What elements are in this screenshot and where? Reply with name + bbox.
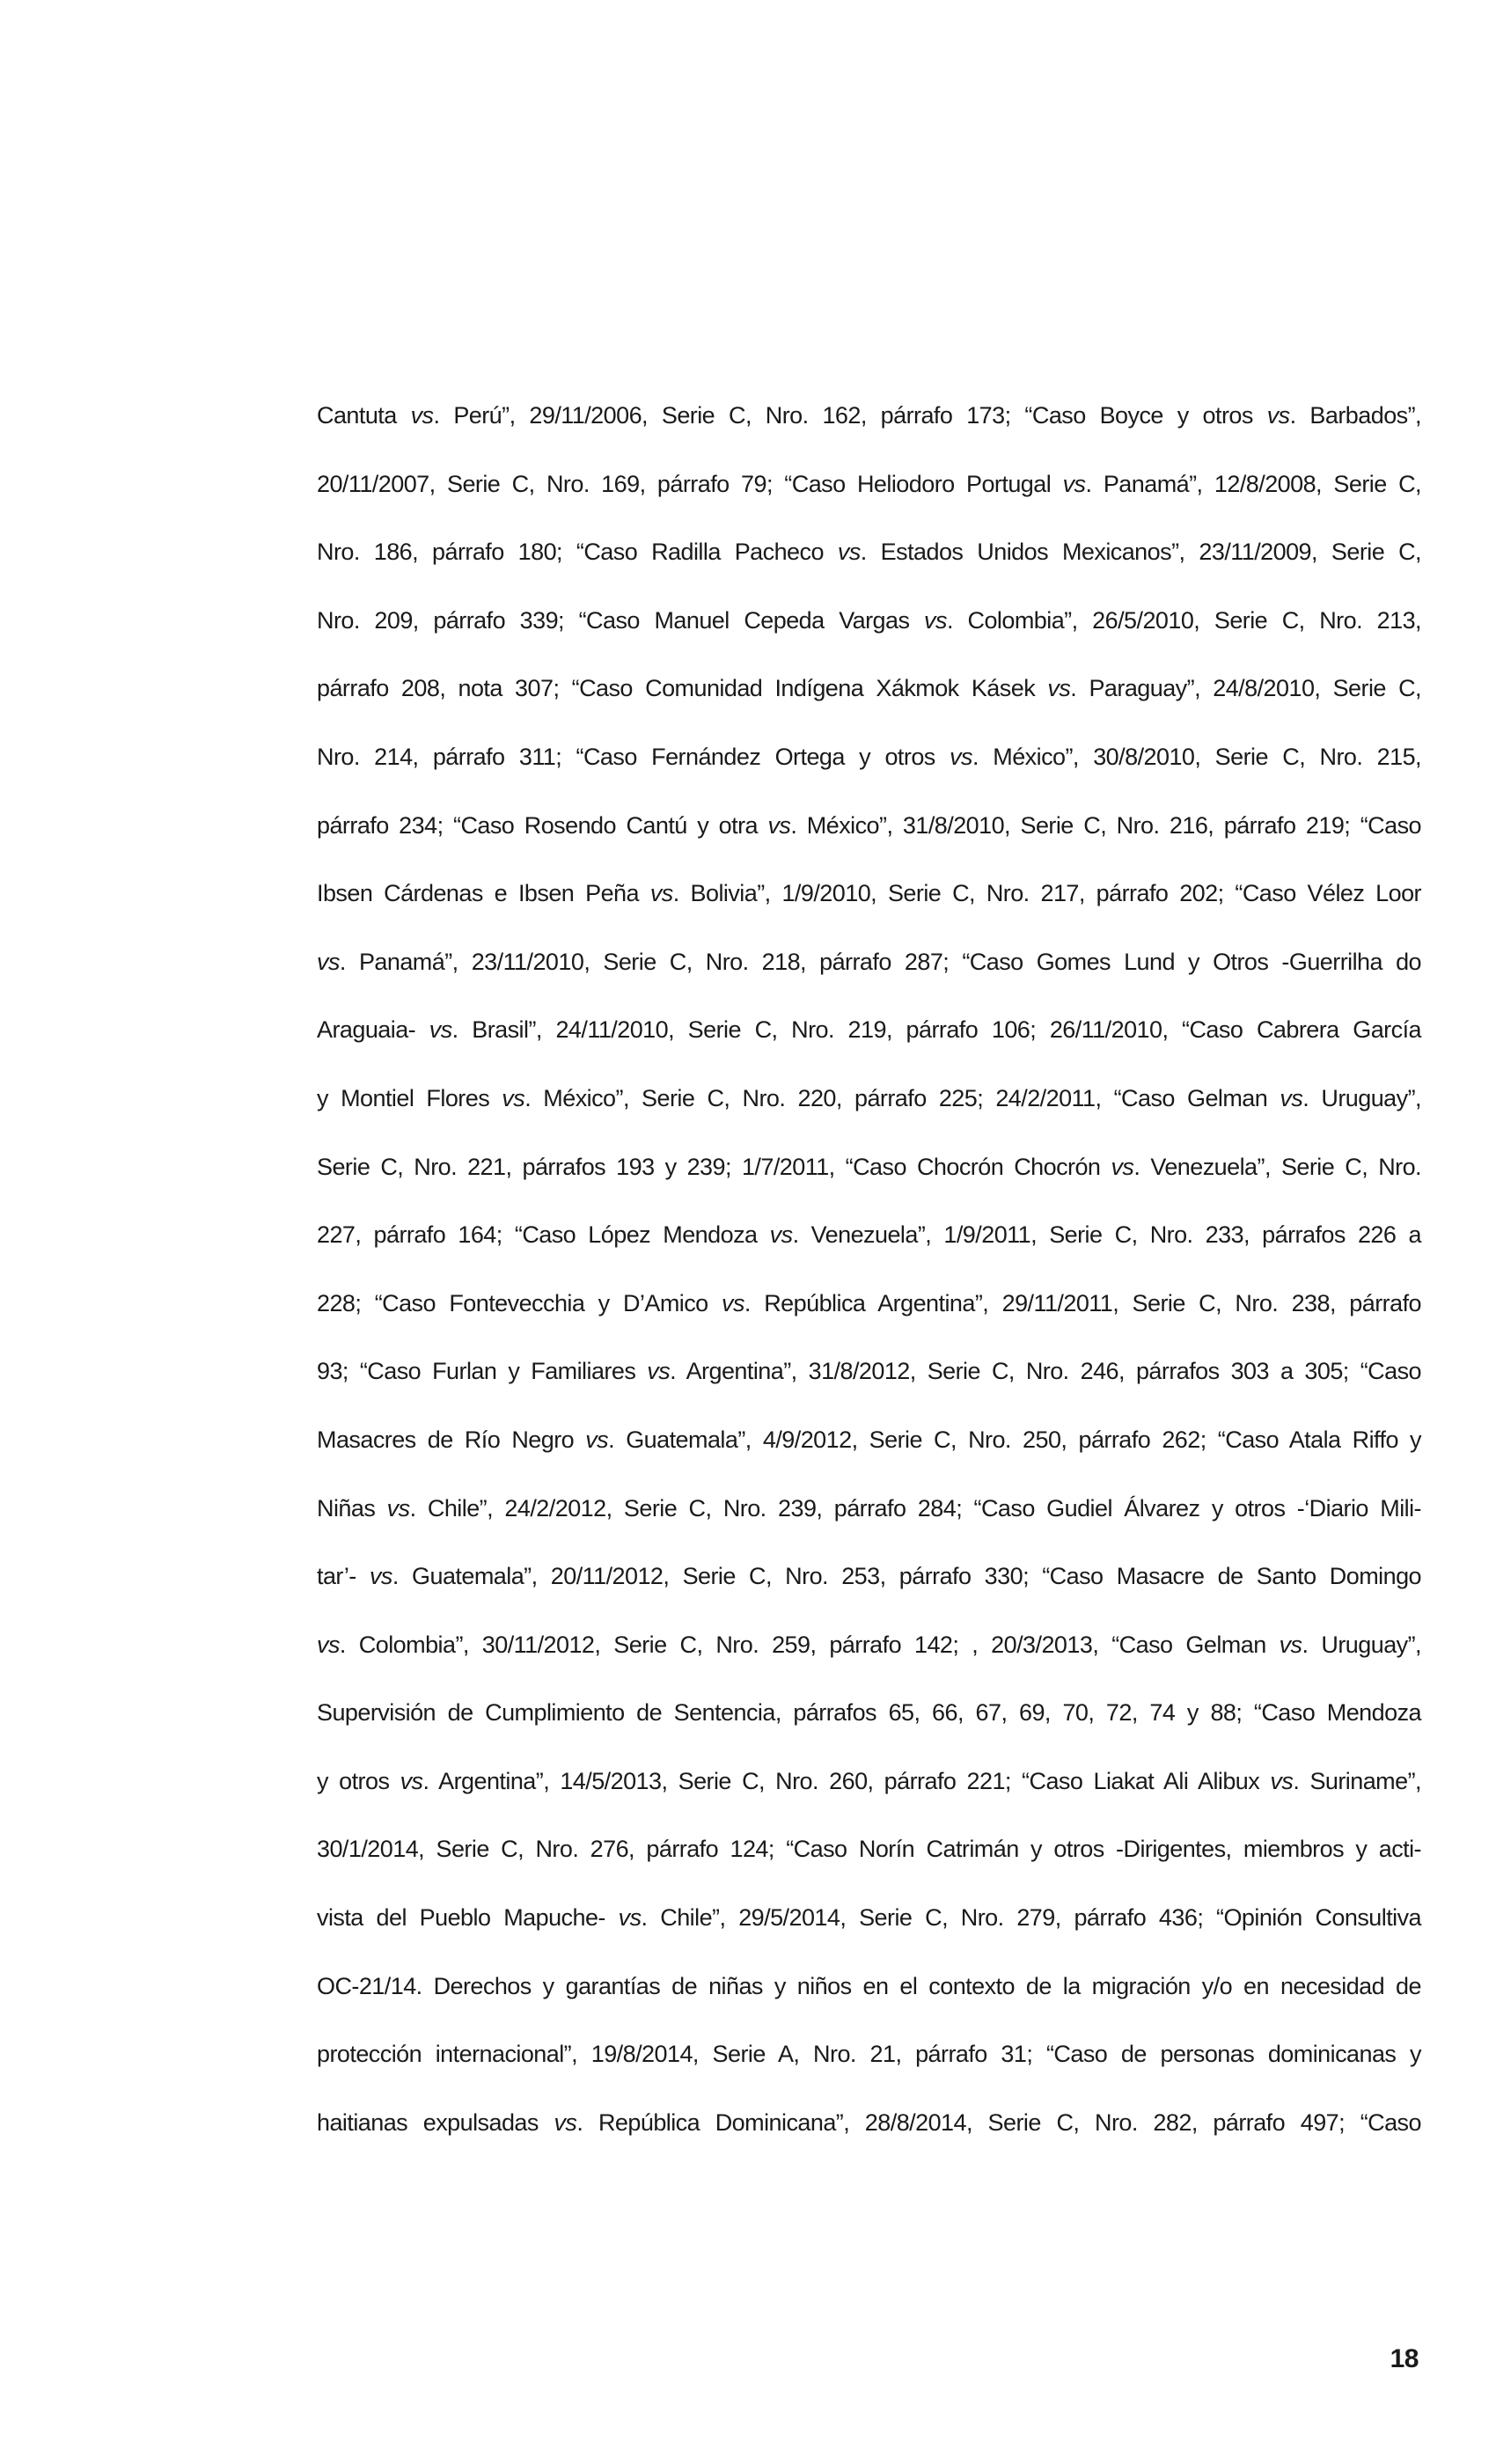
line-text: . Argentina”, 14/5/2013, Serie C, Nro. 260, párrafo 221; “Caso Liakat Ali Alibux <box>422 1767 1271 1794</box>
italic-vs: vs <box>502 1084 525 1111</box>
italic-vs: vs <box>1280 1084 1303 1111</box>
italic-vs: vs <box>429 1016 452 1044</box>
line-text: protección internacional”, 19/8/2014, Serie A, Nro. 21, párrafo 31; “Caso de personas dominicanas y <box>317 2041 1421 2068</box>
line-text: . Uruguay”, <box>1302 1084 1421 1111</box>
line-text: tar’- <box>317 1563 370 1590</box>
paragraph-line <box>317 723 1421 792</box>
line-text: . Colombia”, 26/5/2010, Serie C, Nro. 213, <box>946 606 1421 634</box>
italic-vs: vs <box>1270 1767 1294 1794</box>
line-text: . México”, Serie C, Nro. 220, párrafo 225; 24/2/2011, “Caso Gelman <box>524 1084 1280 1111</box>
paragraph-line <box>317 587 1421 656</box>
line-text: vista del Pueblo Mapuche- <box>317 1904 619 1932</box>
italic-vs: vs <box>410 402 434 429</box>
italic-vs: vs <box>386 1494 410 1522</box>
paragraph-line <box>317 382 1421 451</box>
line-text: Supervisión de Cumplimiento de Sentencia, párrafos 65, 66, 67, 69, 70, 72, 74 y 88; “Caso Mendoza <box>317 1699 1421 1727</box>
paragraph-line <box>317 451 1421 519</box>
line-text: 227, párrafo 164; “Caso López Mendoza <box>317 1221 770 1249</box>
paragraph-line <box>317 655 1421 723</box>
italic-vs: vs <box>1266 402 1290 429</box>
line-text: párrafo 234; “Caso Rosendo Cantú y otra <box>317 811 768 839</box>
italic-vs: vs <box>924 606 947 634</box>
paragraph-line <box>317 928 1421 997</box>
italic-vs: vs <box>722 1289 744 1316</box>
paragraph-line <box>317 792 1421 861</box>
italic-vs: vs <box>554 2108 577 2136</box>
line-text: Masacres de Río Negro <box>317 1426 586 1453</box>
line-text: 30/1/2014, Serie C, Nro. 276, párrafo 124; “Caso Norín Catrimán y otros -Dirigentes, miembros y acti- <box>317 1836 1421 1863</box>
italic-vs: vs <box>767 811 791 839</box>
line-text: . República Argentina”, 29/11/2011, Serie C, Nro. 238, párrafo <box>744 1289 1421 1316</box>
italic-vs: vs <box>950 743 972 770</box>
line-text: y Montiel Flores <box>317 1084 502 1111</box>
italic-vs: vs <box>1279 1631 1302 1658</box>
line-text: . Perú”, 29/11/2006, Serie C, Nro. 162, párrafo 173; “Caso Boyce y otros <box>433 402 1267 429</box>
paragraph-line <box>317 1133 1421 1202</box>
line-text: . Estados Unidos Mexicanos”, 23/11/2009, Serie C, <box>860 539 1421 566</box>
paragraph-line <box>317 1748 1421 1816</box>
paragraph-line <box>317 2089 1421 2158</box>
line-text: . Venezuela”, 1/9/2011, Serie C, Nro. 233, párrafos 226 a <box>792 1221 1421 1249</box>
paragraph-line <box>317 1884 1421 1953</box>
line-text: . Paraguay”, 24/8/2010, Serie C, <box>1070 675 1421 702</box>
line-text: OC-21/14. Derechos y garantías de niñas y niños en el contexto de la migración y/o en necesidad de <box>317 1972 1421 1999</box>
page-number: 18 <box>1390 2344 1419 2373</box>
line-text: Cantuta <box>317 402 411 429</box>
line-text: . Bolivia”, 1/9/2010, Serie C, Nro. 217, párrafo 202; “Caso Vélez Loor <box>672 880 1421 907</box>
line-text: y otros <box>317 1767 400 1794</box>
italic-vs: vs <box>369 1563 392 1590</box>
line-text: 20/11/2007, Serie C, Nro. 169, párrafo 79; “Caso Heliodoro Portugal <box>317 470 1063 497</box>
italic-vs: vs <box>317 948 340 975</box>
line-text: . Barbados”, <box>1289 402 1422 429</box>
line-text: . Uruguay”, <box>1302 1631 1421 1658</box>
line-text: . Argentina”, 31/8/2012, Serie C, Nro. 246, párrafos 303 a 305; “Caso <box>670 1358 1421 1385</box>
line-text: . México”, 30/8/2010, Serie C, Nro. 215, <box>972 743 1422 770</box>
line-text: 228; “Caso Fontevecchia y D’Amico <box>317 1289 722 1316</box>
italic-vs: vs <box>400 1767 423 1794</box>
line-text: . Brasil”, 24/11/2010, Serie C, Nro. 219, párrafo 106; 26/11/2010, “Caso Cabrera García <box>451 1016 1421 1044</box>
paragraph-line <box>317 1611 1421 1680</box>
line-text: . Venezuela”, Serie C, Nro. <box>1133 1153 1421 1180</box>
paragraph-line <box>317 860 1421 928</box>
footnote-paragraph <box>317 382 1421 2157</box>
paragraph-line <box>317 1338 1421 1406</box>
italic-vs: vs <box>1047 675 1071 702</box>
line-text: Araguaia- <box>317 1016 429 1044</box>
line-text: . Panamá”, 12/8/2008, Serie C, <box>1085 470 1421 497</box>
line-text: Nro. 186, párrafo 180; “Caso Radilla Pacheco <box>317 539 838 566</box>
paragraph-line <box>317 1065 1421 1133</box>
paragraph-line <box>317 1815 1421 1884</box>
italic-vs: vs <box>837 539 861 566</box>
italic-vs: vs <box>1111 1153 1134 1180</box>
italic-vs: vs <box>649 880 673 907</box>
paragraph-line <box>317 1201 1421 1270</box>
italic-vs: vs <box>769 1221 793 1249</box>
italic-vs: vs <box>1062 470 1086 497</box>
paragraph-line <box>317 1679 1421 1748</box>
line-text: haitianas expulsadas <box>317 2108 554 2136</box>
line-text: Serie C, Nro. 221, párrafos 193 y 239; 1/7/2011, “Caso Chocrón Chocrón <box>317 1153 1111 1180</box>
line-text: . Panamá”, 23/11/2010, Serie C, Nro. 218, párrafo 287; “Caso Gomes Lund y Otros -Guerrilha do <box>339 948 1421 975</box>
line-text: . República Dominicana”, 28/8/2014, Serie C, Nro. 282, párrafo 497; “Caso <box>576 2108 1421 2136</box>
paragraph-line <box>317 1270 1421 1338</box>
line-text: . Colombia”, 30/11/2012, Serie C, Nro. 259, párrafo 142; , 20/3/2013, “Caso Gelman <box>339 1631 1280 1658</box>
line-text: . Guatemala”, 20/11/2012, Serie C, Nro. 253, párrafo 330; “Caso Masacre de Santo Domingo <box>392 1563 1421 1590</box>
paragraph-line <box>317 2020 1421 2089</box>
line-text: Niñas <box>317 1494 387 1522</box>
line-text: . México”, 31/8/2010, Serie C, Nro. 216, párrafo 219; “Caso <box>790 811 1421 839</box>
line-text: Ibsen Cárdenas e Ibsen Peña <box>317 880 650 907</box>
line-text: Nro. 214, párrafo 311; “Caso Fernández Ortega y otros <box>317 743 950 770</box>
italic-vs: vs <box>585 1426 609 1453</box>
line-text: . Suriname”, <box>1293 1767 1421 1794</box>
paragraph-line <box>317 1953 1421 2021</box>
italic-vs: vs <box>647 1358 671 1385</box>
paragraph-line <box>317 1475 1421 1544</box>
paragraph-line <box>317 1406 1421 1475</box>
italic-vs: vs <box>618 1904 642 1932</box>
italic-vs: vs <box>317 1631 340 1658</box>
line-text: Nro. 209, párrafo 339; “Caso Manuel Cepeda Vargas <box>317 606 925 634</box>
paragraph-line <box>317 996 1421 1065</box>
line-text: 93; “Caso Furlan y Familiares <box>317 1358 648 1385</box>
line-text: . Chile”, 29/5/2014, Serie C, Nro. 279, párrafo 436; “Opinión Consultiva <box>641 1904 1422 1932</box>
line-text: párrafo 208, nota 307; “Caso Comunidad Indígena Xákmok Kásek <box>317 675 1048 702</box>
line-text: . Guatemala”, 4/9/2012, Serie C, Nro. 250, párrafo 262; “Caso Atala Riffo y <box>608 1426 1421 1453</box>
paragraph-line <box>317 518 1421 587</box>
line-text: . Chile”, 24/2/2012, Serie C, Nro. 239, párrafo 284; “Caso Gudiel Álvarez y otros -‘Diario Mili- <box>409 1494 1421 1522</box>
paragraph-line <box>317 1543 1421 1611</box>
